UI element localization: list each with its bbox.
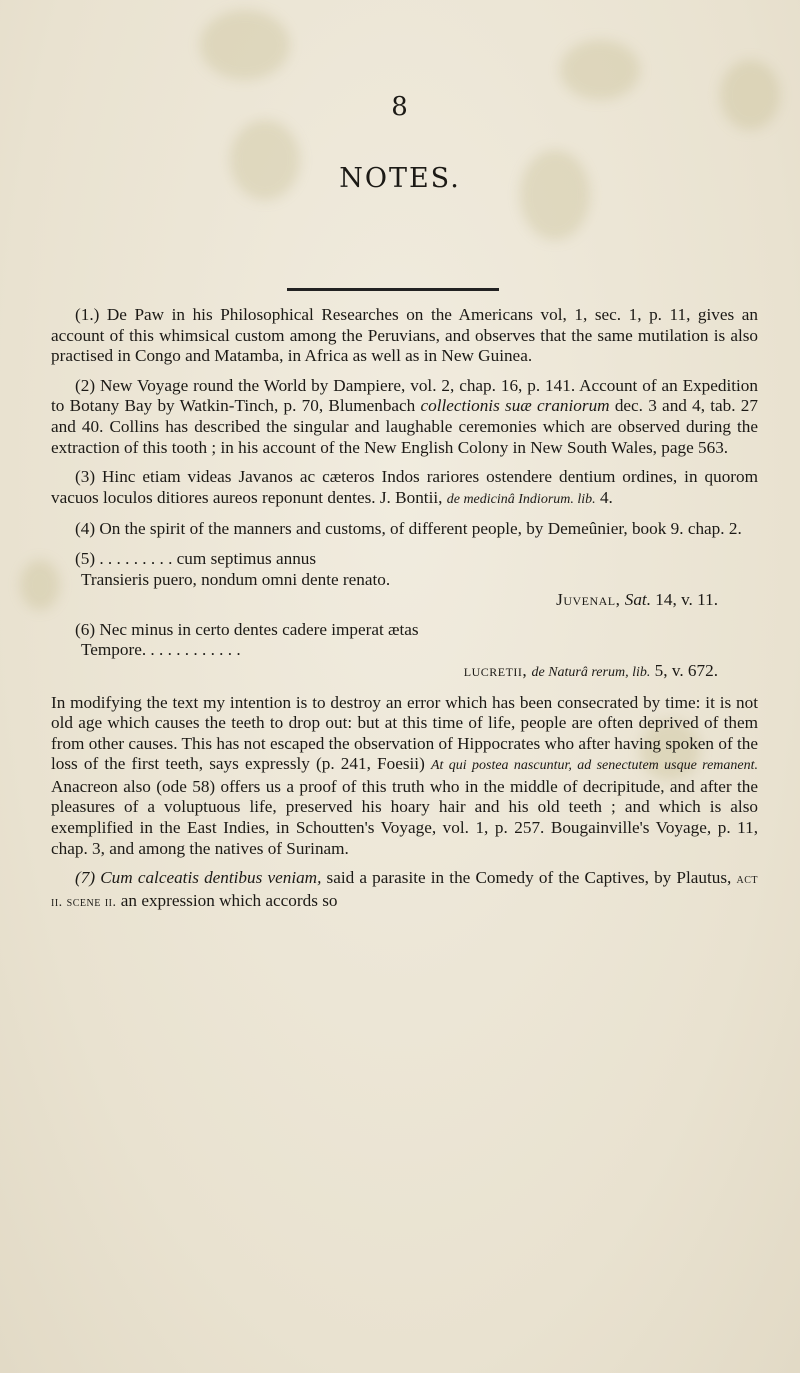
note-6-line-2: Tempore. . . . . . . . . . . . xyxy=(81,640,241,660)
commentary xyxy=(51,693,758,860)
note-5-ref: 14, v. 11. xyxy=(651,590,718,610)
note-2-text: (2) New Voyage round the World by Dampiere, vol. 2, chap. 16, p. 141. Account of an Expedition to Botany Bay by Watkin-Tinch, p. 70, Blumenbach xyxy=(51,375,758,416)
note-6-citation xyxy=(51,661,718,684)
foxing-stain xyxy=(560,40,640,100)
note-5-line-1: (5) . . . . . . . . . cum septimus annus xyxy=(75,548,317,568)
title-rule xyxy=(287,288,499,291)
commentary-text-cont: Anacreon also (ode 58) offers us a proof of this truth who in the middle of decripitude, and after the pleasures of a voluptuous life, preserved his hoary hair and his old teeth ; and which is also exemplified in the East Indies, in Schoutten's Voyage, vol. 1, p. 257. Bougainville's Voyage, p. 11, chap. 3, and among the natives of Surinam. xyxy=(51,776,758,858)
note-2-text-cont: dec. 3 and 4, tab. 27 and 40. Collins has described the singular and laughable ceremonies which are observed during the extraction of this tooth ; in his account of the New English Colony in New South Wales, page 563. xyxy=(51,396,758,457)
note-5-author: Juvenal, xyxy=(556,590,621,610)
note-5-citation xyxy=(51,590,718,611)
note-6-ref-italic: de Naturâ rerum, lib. xyxy=(531,664,651,680)
foxing-stain xyxy=(200,10,290,80)
page-number: 8 xyxy=(391,92,409,122)
commentary-italic: At qui postea nascuntur, ad senectutem usque remanent. xyxy=(430,758,758,774)
page-title: NOTES. xyxy=(339,163,461,194)
note-7-italic: (7) Cum calceatis dentibus veniam, xyxy=(75,868,322,888)
note-5-line-2: Transieris puero, nondum omni dente renato. xyxy=(81,569,391,589)
note-7-act: act ii. scene ii. xyxy=(51,872,758,910)
note-7-text: said a parasite in the Comedy of the Captives, by Plautus, xyxy=(321,868,737,888)
note-3-text-cont: 4. xyxy=(595,487,613,507)
note-2 xyxy=(51,376,758,458)
note-7 xyxy=(51,868,758,913)
note-3-italic: de medicinâ Indiorum. lib. xyxy=(446,491,596,507)
notes-body xyxy=(51,305,758,922)
commentary-text: In modifying the text my intention is to destroy an error which has been consecrated by time: it is not old age which causes the teeth to drop out: but at this time of life, people are often deprived of them from other causes. This has not escaped the observation of Hippocrates who after having spoken of the loss of the first teeth, says expressly (p. 241, Foesii) xyxy=(51,692,758,774)
note-3 xyxy=(51,467,758,510)
note-6-ref: 5, v. 672. xyxy=(650,660,718,680)
note-5-ref-italic: Sat. xyxy=(624,590,651,610)
note-4: (4) On the spirit of the manners and customs, of different people, by Demeûnier, book 9. chap. 2. xyxy=(75,519,742,539)
note-3-text: (3) Hinc etiam videas Javanos ac cæteros Indos rariores ostendere dentium ordines, in quorom vacuos loculos ditiores aureos reponunt dentes. J. Bontii, xyxy=(51,467,758,507)
note-6-line-1: (6) Nec minus in certo dentes cadere imperat ætas xyxy=(75,619,419,639)
note-1: (1.) De Paw in his Philosophical Researches on the Americans vol, 1, sec. 1, p. 11, gives an account of this whimsical custom among the Peruvians, and observes that the same mutilation is also practised in Congo and Matamba, in Africa as well as in New Guinea. xyxy=(51,305,758,366)
note-7-text-cont: an expression which accords so xyxy=(116,890,338,910)
note-2-italic: collectionis suæ craniorum xyxy=(420,396,610,416)
note-6-author: lucretii, xyxy=(463,660,528,680)
